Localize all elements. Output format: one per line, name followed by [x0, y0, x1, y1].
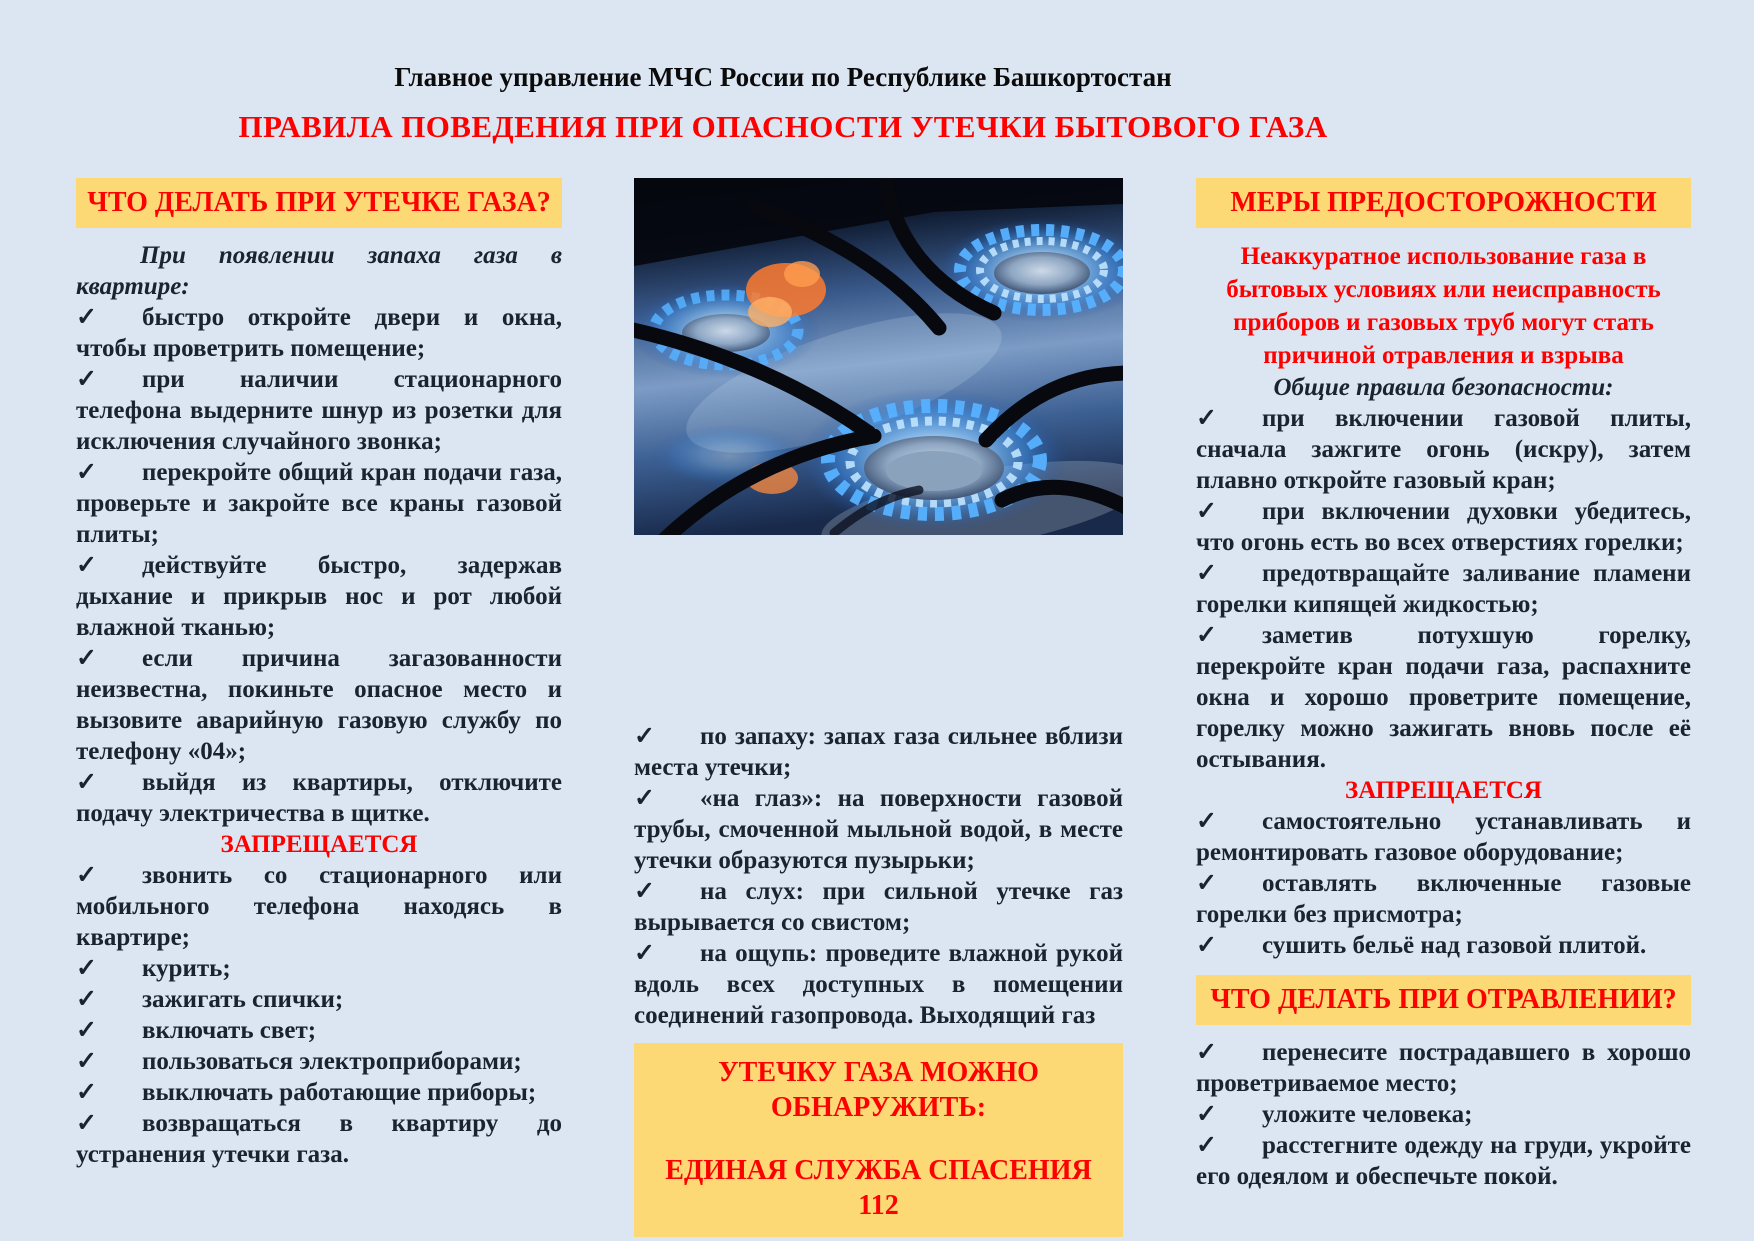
- list-item: [76, 302, 562, 364]
- discover-title: УТЕЧКУ ГАЗА МОЖНО ОБНАРУЖИТЬ:: [718, 1057, 1039, 1123]
- item-text: возвращаться в квартиру до устранения утечки газа.: [76, 1110, 562, 1168]
- middle-column: [634, 178, 1123, 1237]
- list-item: [76, 953, 562, 984]
- item-text: расстегните одежду на груди, укройте его одеялом и обеспечьте покой.: [1196, 1132, 1691, 1190]
- item-text: звонить со стационарного или мобильного телефона находясь в квартире;: [76, 862, 562, 951]
- check-icon: ✓: [1196, 405, 1217, 432]
- check-icon: ✓: [1196, 870, 1217, 897]
- check-icon: ✓: [634, 940, 655, 967]
- list-item: [1196, 620, 1691, 775]
- list-item: [76, 860, 562, 953]
- check-icon: ✓: [76, 366, 97, 393]
- list-item: [634, 876, 1123, 938]
- item-text: на ощупь: проведите влажной рукой вдоль всех доступных в помещении соединений газопровода. Выходящий газ: [634, 940, 1123, 1029]
- titles-block: [76, 62, 1490, 145]
- item-text: уложите человека;: [1262, 1101, 1473, 1128]
- list-item: [1196, 1037, 1691, 1099]
- list-item: [1196, 930, 1691, 961]
- check-icon: ✓: [76, 955, 97, 982]
- check-icon: ✓: [1196, 932, 1217, 959]
- forbidden-heading: ЗАПРЕЩАЕТСЯ: [1345, 777, 1542, 804]
- list-item: [634, 938, 1123, 1031]
- check-icon: ✓: [76, 1017, 97, 1044]
- item-text: при включении духовки убедитесь, что огонь есть во всех отверстиях горелки;: [1196, 498, 1691, 556]
- item-text: самостоятельно устанавливать и ремонтировать газовое оборудование;: [1196, 808, 1691, 866]
- poster-title: ПРАВИЛА ПОВЕДЕНИЯ ПРИ ОПАСНОСТИ УТЕЧКИ БЫТОВОГО ГАЗА: [238, 109, 1328, 144]
- list-item: [76, 1046, 562, 1077]
- check-icon: ✓: [634, 878, 655, 905]
- list-item: [76, 984, 562, 1015]
- item-text: предотвращайте заливание пламени горелки кипящей жидкостью;: [1196, 560, 1691, 618]
- item-text: «на глаз»: на поверхности газовой трубы, смоченной мыльной водой, в месте утечки образуются пузырьки;: [634, 785, 1123, 874]
- item-text: выключать работающие приборы;: [142, 1079, 537, 1106]
- rescue-service-112: ЕДИНАЯ СЛУЖБА СПАСЕНИЯ 112: [665, 1155, 1092, 1221]
- list-item: [76, 1077, 562, 1108]
- check-icon: ✓: [76, 986, 97, 1013]
- check-icon: ✓: [1196, 1039, 1217, 1066]
- list-item: [76, 643, 562, 767]
- warning-text: Неаккуратное использование газа в бытовых условиях или неисправность приборов и газовых труб могут стать причиной отравления и взрыва: [1226, 243, 1661, 369]
- list-item: [1196, 558, 1691, 620]
- item-text: на слух: при сильной утечке газ вырывается со свистом;: [634, 878, 1123, 936]
- item-text: при включении газовой плиты, сначала зажгите огонь (искру), затем плавно откройте газовый кран;: [1196, 405, 1691, 494]
- precautions-header: МЕРЫ ПРЕДОСТОРОЖНОСТИ: [1196, 178, 1691, 228]
- list-item: [76, 767, 562, 829]
- right-column: [1196, 178, 1691, 1192]
- check-icon: ✓: [76, 862, 97, 889]
- org-title: Главное управление МЧС России по Республике Башкортостан: [394, 62, 1172, 92]
- item-text: заметив потухшую горелку, перекройте кран подачи газа, распахните окна и хорошо проветрите помещение, горелку можно зажигать вновь после её остывания.: [1196, 622, 1691, 773]
- check-icon: ✓: [76, 1110, 97, 1137]
- left-intro: При появлении запаха газа в квартире:: [76, 242, 562, 300]
- check-icon: ✓: [76, 645, 97, 672]
- check-icon: ✓: [76, 459, 97, 486]
- list-item: [634, 783, 1123, 876]
- check-icon: ✓: [76, 304, 97, 331]
- item-text: оставлять включенные газовые горелки без присмотра;: [1196, 870, 1691, 928]
- detection-list: [634, 721, 1123, 1031]
- gas-stove-photo: [634, 178, 1123, 535]
- item-text: сушить бельё над газовой плитой.: [1262, 932, 1647, 959]
- check-icon: ✓: [1196, 1101, 1217, 1128]
- list-item: [1196, 1099, 1691, 1130]
- item-text: при наличии стационарного телефона выдерните шнур из розетки для исключения случайного звонка;: [76, 366, 562, 455]
- item-text: перекройте общий кран подачи газа, проверьте и закройте все краны газовой плиты;: [76, 459, 562, 548]
- list-item: [1196, 496, 1691, 558]
- check-icon: ✓: [1196, 622, 1217, 649]
- check-icon: ✓: [1196, 498, 1217, 525]
- check-icon: ✓: [76, 1048, 97, 1075]
- spacer: [658, 1125, 1099, 1153]
- check-icon: ✓: [76, 1079, 97, 1106]
- item-text: пользоваться электроприборами;: [142, 1048, 522, 1075]
- gas-leak-header: ЧТО ДЕЛАТЬ ПРИ УТЕЧКЕ ГАЗА?: [76, 178, 562, 228]
- discover-box: [634, 1043, 1123, 1237]
- item-text: зажигать спички;: [142, 986, 344, 1013]
- check-icon: ✓: [1196, 1132, 1217, 1159]
- check-icon: ✓: [634, 723, 655, 750]
- item-text: выйдя из квартиры, отключите подачу электричества в щитке.: [76, 769, 562, 827]
- list-item: [1196, 403, 1691, 496]
- list-item: [76, 1015, 562, 1046]
- check-icon: ✓: [1196, 808, 1217, 835]
- list-item: [1196, 1130, 1691, 1192]
- left-column: [76, 178, 562, 1170]
- list-item: [634, 721, 1123, 783]
- item-text: по запаху: запах газа сильнее вблизи места утечки;: [634, 723, 1123, 781]
- list-item: [76, 457, 562, 550]
- item-text: действуйте быстро, задержав дыхание и прикрыв нос и рот любой влажной тканью;: [76, 552, 562, 641]
- item-text: перенесите пострадавшего в хорошо проветриваемое место;: [1196, 1039, 1691, 1097]
- general-rules-heading: Общие правила безопасности:: [1273, 374, 1614, 401]
- list-item: [76, 364, 562, 457]
- list-item: [76, 550, 562, 643]
- list-item: [1196, 868, 1691, 930]
- check-icon: ✓: [634, 785, 655, 812]
- list-item: [76, 1108, 562, 1170]
- item-text: быстро откройте двери и окна, чтобы проветрить помещение;: [76, 304, 562, 362]
- item-text: курить;: [142, 955, 231, 982]
- list-item: [1196, 806, 1691, 868]
- check-icon: ✓: [1196, 560, 1217, 587]
- item-text: если причина загазованности неизвестна, покиньте опасное место и вызовите аварийную газовую службу по телефону «04»;: [76, 645, 562, 765]
- poisoning-header: ЧТО ДЕЛАТЬ ПРИ ОТРАВЛЕНИИ?: [1196, 975, 1691, 1025]
- check-icon: ✓: [76, 552, 97, 579]
- item-text: включать свет;: [142, 1017, 317, 1044]
- forbidden-heading: ЗАПРЕЩАЕТСЯ: [220, 831, 418, 858]
- check-icon: ✓: [76, 769, 97, 796]
